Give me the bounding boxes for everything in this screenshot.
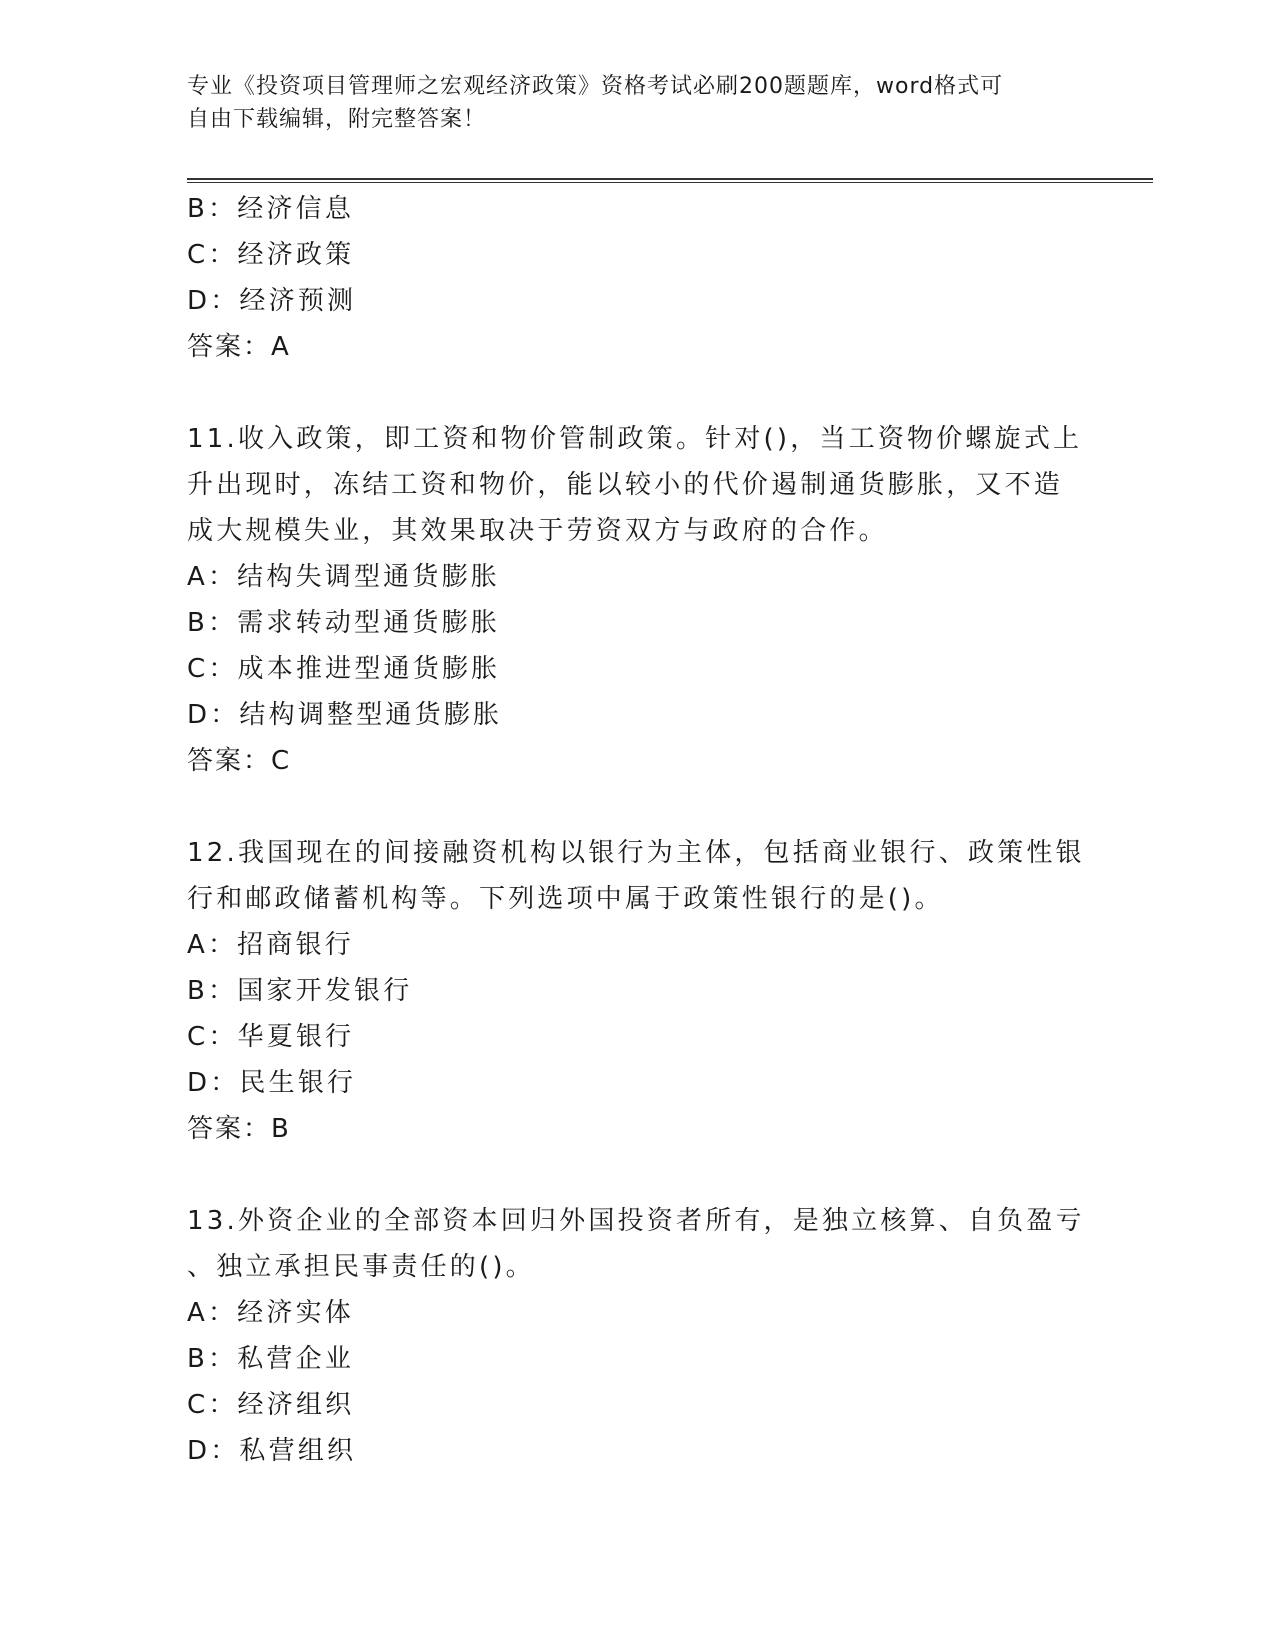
option-b: B：私营企业 xyxy=(187,1344,355,1374)
option-c: C：经济组织 xyxy=(187,1390,355,1420)
question-stem: 行和邮政储蓄机构等。下列选项中属于政策性银行的是()。 xyxy=(187,884,944,914)
page-header xyxy=(187,70,1087,136)
option-c: C：华夏银行 xyxy=(187,1022,355,1052)
option-d: D：经济预测 xyxy=(187,286,357,316)
question-12 xyxy=(187,830,1087,1152)
answer: 答案：C xyxy=(187,746,292,776)
option-c: C：成本推进型通货膨胀 xyxy=(187,654,501,684)
option-b: B：需求转动型通货膨胀 xyxy=(187,608,501,638)
answer: 答案：A xyxy=(187,332,291,362)
question-stem: 12.我国现在的间接融资机构以银行为主体，包括商业银行、政策性银 xyxy=(187,838,1085,868)
header-divider xyxy=(187,178,1153,183)
option-d: D：私营组织 xyxy=(187,1436,357,1466)
option-d: D：结构调整型通货膨胀 xyxy=(187,700,503,730)
spacer xyxy=(187,370,1087,416)
question-stem: 13.外资企业的全部资本回归外国投资者所有，是独立核算、自负盈亏 xyxy=(187,1206,1085,1236)
option-b: B：国家开发银行 xyxy=(187,976,413,1006)
header-title-line-2: 自由下载编辑，附完整答案！ xyxy=(187,107,487,132)
option-c: C：经济政策 xyxy=(187,240,355,270)
question-stem: 升出现时，冻结工资和物价，能以较小的代价遏制通货膨胀，又不造 xyxy=(187,470,1064,500)
option-a: A：结构失调型通货膨胀 xyxy=(187,562,500,592)
option-a: A：经济实体 xyxy=(187,1298,354,1328)
question-10 xyxy=(187,186,1087,370)
question-stem: 、独立承担民事责任的()。 xyxy=(187,1252,535,1282)
question-stem: 11.收入政策，即工资和物价管制政策。针对()，当工资物价螺旋式上 xyxy=(187,424,1083,454)
spacer xyxy=(187,1152,1087,1198)
question-stem: 成大规模失业，其效果取决于劳资双方与政府的合作。 xyxy=(187,516,888,546)
question-list xyxy=(187,186,1087,1474)
spacer xyxy=(187,784,1087,830)
answer: 答案：B xyxy=(187,1114,291,1144)
option-a: A：招商银行 xyxy=(187,930,354,960)
header-title-line-1: 专业《投资项目管理师之宏观经济政策》资格考试必刷200题题库，word格式可 xyxy=(187,74,1004,99)
option-d: D：民生银行 xyxy=(187,1068,357,1098)
question-11 xyxy=(187,416,1087,784)
question-13 xyxy=(187,1198,1087,1474)
option-b: B：经济信息 xyxy=(187,194,355,224)
